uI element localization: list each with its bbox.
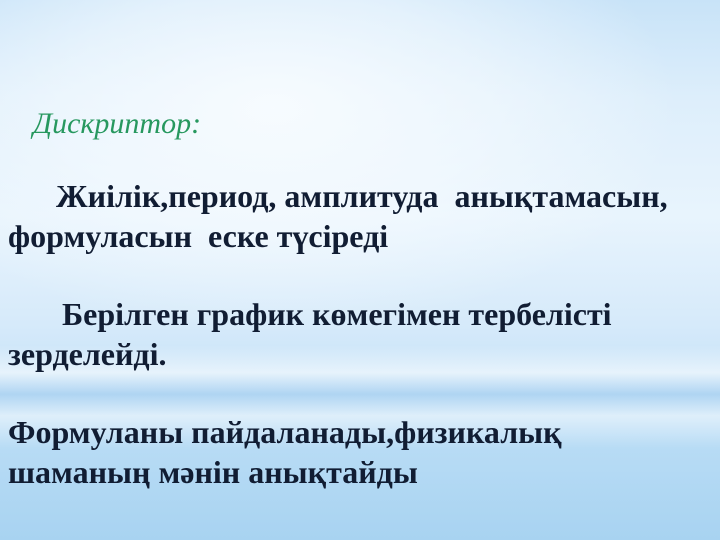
paragraph-formula-use	[8, 412, 716, 492]
paragraph-graph-study	[8, 294, 716, 374]
slide-title: Дискриптор:	[33, 107, 202, 140]
text-line: Жиілік,период, амплитуда анықтамасын,	[56, 178, 668, 214]
slide-body	[8, 176, 716, 530]
text-line: Берілген график көмегімен тербелісті	[62, 296, 612, 332]
paragraph-definitions	[8, 176, 716, 256]
text-line: шаманың мәнін анықтайды	[8, 454, 418, 490]
text-line: формуласын еске түсіреді	[8, 218, 389, 254]
text-line: Формуланы пайдаланады,физикалық	[8, 414, 562, 450]
text-line: зерделейді.	[8, 336, 167, 372]
